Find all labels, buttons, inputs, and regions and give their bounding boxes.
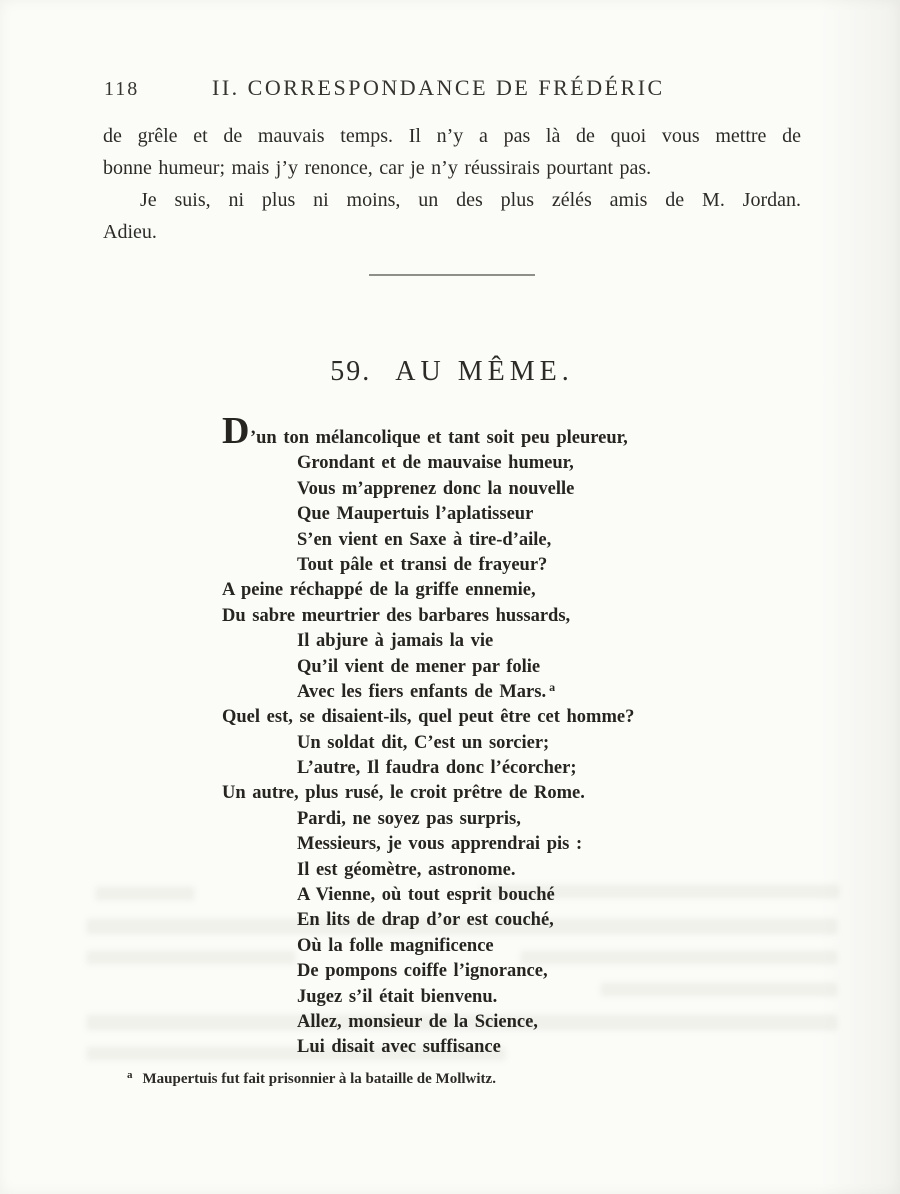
poem-line (222, 553, 634, 578)
paragraph (103, 184, 801, 248)
drop-cap-initial: D (222, 410, 250, 452)
poem-line (222, 959, 634, 984)
bleedthrough-smudge (600, 982, 838, 997)
poem-line-text: Un soldat dit, C’est un sorcier; (297, 732, 550, 753)
footnote-marker: a (127, 1069, 133, 1081)
section-number: 59. (330, 356, 372, 387)
poem-line-text: L’autre, Il faudra donc l’écorcher; (297, 758, 577, 779)
poem-line-text: Vous m’apprenez donc la nouvelle (297, 478, 575, 499)
paragraph-line: Adieu. (103, 221, 157, 243)
poem-line (222, 578, 634, 603)
poem-line-text: Pardi, ne soyez pas surpris, (297, 808, 521, 829)
poem-line (222, 781, 634, 806)
poem-line-text: Il est géomètre, astronome. (297, 859, 516, 880)
poem-line-text: A Vienne, où tout esprit bouché (297, 885, 555, 906)
poem-line (222, 832, 634, 857)
page-number: 118 (104, 78, 140, 100)
poem-line (222, 985, 634, 1010)
poem-line-text: De pompons coiffe l’ignorance, (297, 961, 548, 982)
poem-line-text: S’en vient en Saxe à tire-d’aile, (297, 529, 552, 550)
poem-line-text: Jugez s’il était bienvenu. (297, 986, 498, 1007)
poem-line-text: Tout pâle et transi de frayeur? (297, 554, 548, 575)
poem-line-text: Que Maupertuis l’aplatisseur (297, 504, 534, 525)
poem-line (222, 807, 634, 832)
poem-line-text: Qu’il vient de mener par folie (297, 656, 541, 677)
poem-line (222, 731, 634, 756)
poem-line (222, 528, 634, 553)
paragraph-line: Je suis, ni plus ni moins, un des plus zélés amis de M. Jordan. (140, 189, 801, 211)
bleedthrough-smudge (95, 886, 195, 901)
poem-line-text: A peine réchappé de la griffe ennemie, (222, 580, 536, 601)
footnote-reference: a (549, 679, 556, 694)
poem-line (222, 410, 634, 452)
poem-line (222, 604, 634, 629)
poem-line (222, 680, 634, 705)
section-title-text: AU MÊME. (395, 356, 574, 387)
poem-line (222, 756, 634, 781)
poem-line-text: Il abjure à jamais la vie (297, 631, 494, 652)
poem-line (222, 934, 634, 959)
poem-line-text: Un autre, plus rusé, le croit prêtre de Rome. (222, 783, 585, 804)
poem-line-text: Quel est, se disaient-ils, quel peut être cet homme? (222, 707, 635, 728)
poem-line-text: Où la folle magnificence (297, 935, 494, 956)
footnote-text: Maupertuis fut fait prisonnier à la bataille de Mollwitz. (142, 1071, 496, 1087)
running-header: II. CORRESPONDANCE DE FRÉDÉRIC (212, 75, 665, 100)
poem-line (222, 655, 634, 680)
poem-line-text: Lui disait avec suffisance (297, 1037, 501, 1058)
poem-line (222, 705, 634, 730)
poem-line-text: Avec les fiers enfants de Mars. (297, 681, 547, 702)
poem-line (222, 629, 634, 654)
poem-line (222, 477, 634, 502)
poem-line (222, 908, 634, 933)
poem-line-text: Messieurs, je vous apprendrai pis : (297, 834, 583, 855)
poem-line (222, 1035, 634, 1060)
footnote (127, 1071, 496, 1088)
paragraph-line: bonne humeur; mais j’y renonce, car je n’y réussirais pourtant pas. (103, 157, 652, 179)
poem-line (222, 451, 634, 476)
poem-line-text: ’un ton mélancolique et tant soit peu pleureur, (249, 428, 628, 448)
poem-line-text: Grondant et de mauvaise humeur, (297, 453, 574, 474)
poem-line (222, 883, 634, 908)
poem (222, 410, 635, 1061)
section-title (103, 356, 801, 388)
paragraphs (103, 120, 801, 248)
poem-line-text: En lits de drap d’or est couché, (297, 910, 554, 931)
poem-line-text: Du sabre meurtrier des barbares hussards, (222, 605, 571, 626)
poem-line (222, 1010, 634, 1035)
section-divider (369, 274, 535, 276)
poem-line (222, 502, 634, 527)
paragraph-line: de grêle et de mauvais temps. Il n’y a pas là de quoi vous mettre de (103, 125, 801, 147)
scan-edge-shading (820, 0, 900, 1194)
poem-line (222, 858, 634, 883)
poem-line-text: Allez, monsieur de la Science, (297, 1011, 538, 1032)
paragraph (103, 120, 801, 184)
